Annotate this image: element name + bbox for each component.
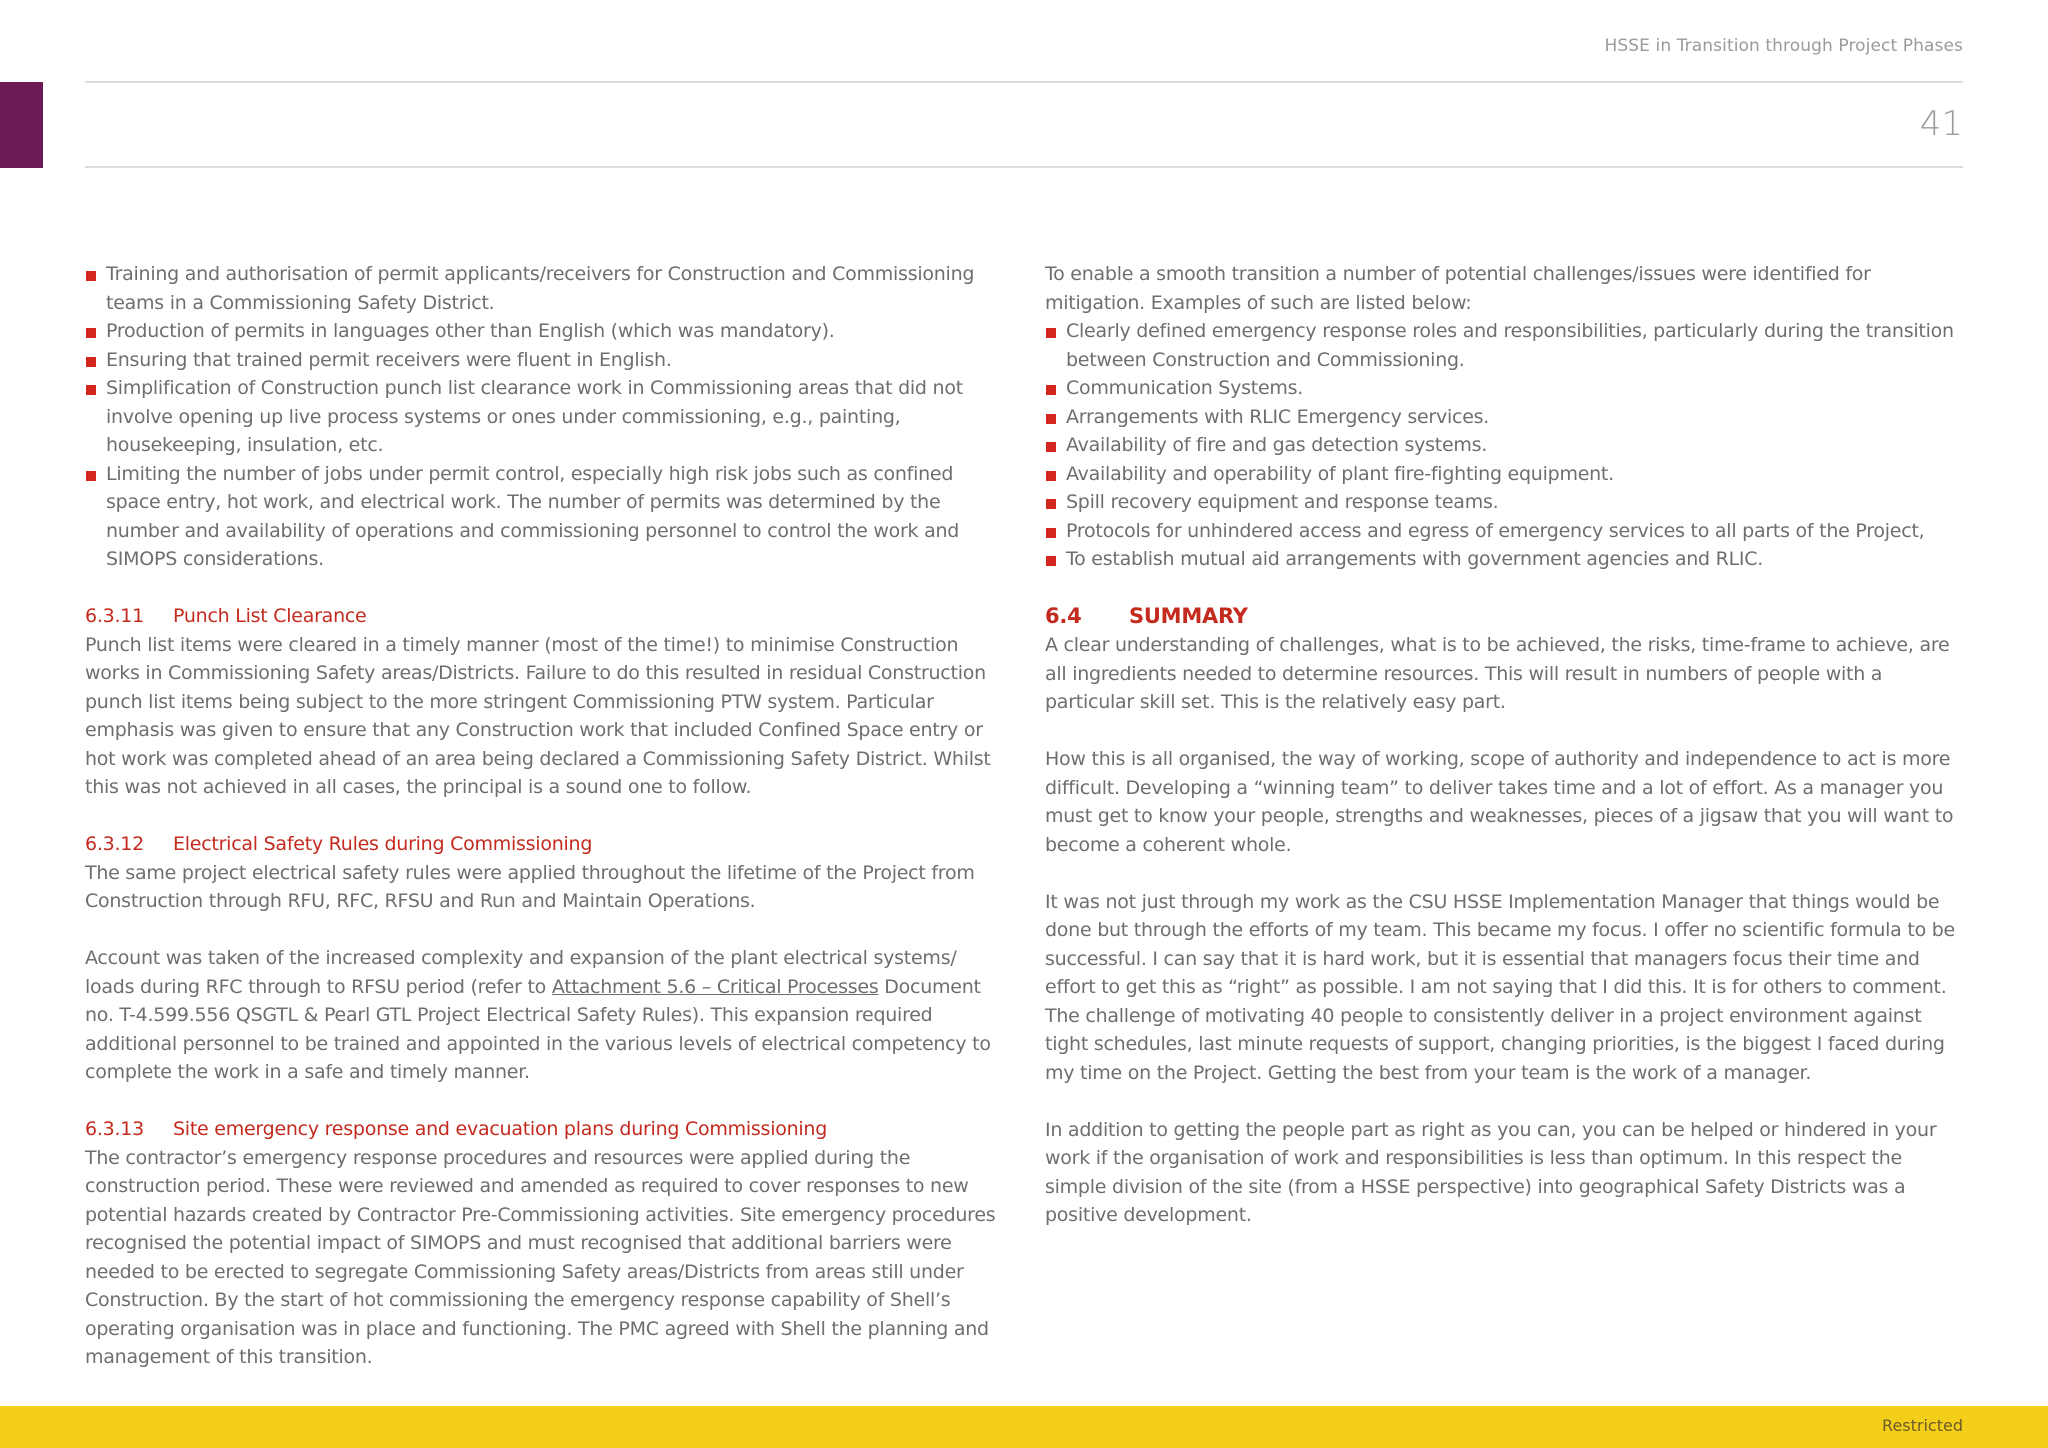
list-item: Clearly defined emergency response roles and responsibilities, particularly during the transition between Construction and Commissioning. (1045, 317, 1965, 374)
section-title: Punch List Clearance (173, 605, 367, 627)
left-column (85, 260, 1005, 1372)
paragraph-summary-1: A clear understanding of challenges, what is to be achieved, the risks, time-frame to achieve, are all ingredients needed to determine resources. This will result in numbers of people with a particular skill set. This is the relatively easy part. (1045, 634, 1950, 713)
list-item: Ensuring that trained permit receivers were fluent in English. (85, 346, 1005, 375)
classification-label: Restricted (1882, 1416, 1963, 1435)
list-item: Training and authorisation of permit applicants/receivers for Construction and Commissioning teams in a Commissioning Safety District. (85, 260, 1005, 317)
section-number: 6.3.11 (85, 605, 144, 627)
heading-6-3-12 (85, 830, 1005, 859)
attachment-link[interactable]: Attachment 5.6 – Critical Processes (551, 975, 879, 998)
paragraph-electrical-expansion (85, 944, 1005, 1087)
running-header-title: HSSE in Transition through Project Phases (1604, 36, 1963, 56)
section-tab-marker (0, 82, 43, 168)
challenges-bullet-list (1045, 317, 1965, 574)
paragraph-punch-list: Punch list items were cleared in a timely manner (most of the time!) to minimise Construction works in Commissioning Safety areas/Districts. Failure to do this resulted in residual Construction punch list items being subject to the more stringent Commissioning PTW system. Particular emphasis was given to ensure that any Construction work that included Confined Space entry or hot work was completed ahead of an area being declared a Commissioning Safety District. Whilst this was not achieved in all cases, the principal is a sound one to follow. (85, 633, 991, 798)
list-item: Arrangements with RLIC Emergency services. (1045, 403, 1965, 432)
heading-6-4-summary (1045, 602, 1965, 631)
list-item: Spill recovery equipment and response teams. (1045, 488, 1965, 517)
page-number: 41 (1919, 104, 1963, 144)
list-item: Communication Systems. (1045, 374, 1965, 403)
section-number: 6.4 (1045, 604, 1082, 628)
list-item: To establish mutual aid arrangements with government agencies and RLIC. (1045, 545, 1965, 574)
section-number: 6.3.12 (85, 833, 144, 855)
section-title: Site emergency response and evacuation plans during Commissioning (173, 1118, 828, 1140)
list-item: Simplification of Construction punch list clearance work in Commissioning areas that did not involve opening up live process systems or ones under commissioning, e.g., painting, housekeeping, insulation, etc. (85, 374, 1005, 460)
list-item: Availability of fire and gas detection systems. (1045, 431, 1965, 460)
section-title: SUMMARY (1129, 604, 1248, 628)
list-item: Protocols for unhindered access and egress of emergency services to all parts of the Project, (1045, 517, 1965, 546)
permit-bullet-list (85, 260, 1005, 574)
list-item: Production of permits in languages other than English (which was mandatory). (85, 317, 1005, 346)
header-rule-top (85, 81, 1963, 83)
right-column (1045, 260, 1965, 1230)
text-run: Document no. T-4.599.556 QSGTL & Pearl GTL Project Electrical Safety Rules). This expansion required additional personnel to be trained and appointed in the various levels of electrical competency to complete the work in a safe and timely manner. (85, 975, 991, 1083)
list-item: Availability and operability of plant fire-fighting equipment. (1045, 460, 1965, 489)
list-item: Limiting the number of jobs under permit control, especially high risk jobs such as confined space entry, hot work, and electrical work. The number of permits was determined by the number and availability of operations and commissioning personnel to control the work and SIMOPS considerations. (85, 460, 1005, 574)
text-run: Account was taken of the increased complexity and expansion of the plant electrical systems/ loads during RFC through to RFSU period (refer to (85, 947, 957, 998)
paragraph-emergency-response: The contractor’s emergency response procedures and resources were applied during the construction period. These were reviewed and amended as required to cover responses to new potential hazards created by Contractor Pre-Commissioning activities. Site emergency procedures recognised the potential impact of SIMOPS and must recognised that additional barriers were needed to be erected to segregate Commissioning Safety areas/Districts from areas still under Construction. By the start of hot commissioning the emergency response capability of Shell’s operating organisation was in place and functioning. The PMC agreed with Shell the planning and management of this transition. (85, 1146, 996, 1368)
paragraph-transition-intro: To enable a smooth transition a number of potential challenges/issues were identified for mitigation. Examples of such are listed below: (1045, 263, 1871, 314)
heading-6-3-13 (85, 1115, 1005, 1144)
section-title: Electrical Safety Rules during Commissioning (173, 833, 593, 855)
header-rule-bottom (85, 166, 1963, 168)
paragraph-summary-4: In addition to getting the people part as right as you can, you can be helped or hindered in your work if the organisation of work and responsibilities is less than optimum. In this respect the simple division of the site (from a HSSE perspective) into geographical Safety Districts was a positive development. (1045, 1118, 1937, 1226)
section-number: 6.3.13 (85, 1118, 144, 1140)
paragraph-electrical-rules: The same project electrical safety rules were applied throughout the lifetime of the Project from Construction through RFU, RFC, RFSU and Run and Maintain Operations. (85, 861, 975, 912)
paragraph-summary-3: It was not just through my work as the CSU HSSE Implementation Manager that things would be done but through the efforts of my team. This became my focus. I offer no scientific formula to be successful. I can say that it is hard work, but it is essential that managers focus their time and effort to get this as “right” as possible. I am not saying that I did this. It is for others to comment. The challenge of motivating 40 people to consistently deliver in a project environment against tight schedules, last minute requests of support, changing priorities, is the biggest I faced during my time on the Project. Getting the best from your team is the work of a manager. (1045, 890, 1955, 1084)
footer-bar (0, 1406, 2048, 1448)
paragraph-summary-2: How this is all organised, the way of working, scope of authority and independence to act is more difficult. Developing a “winning team” to deliver takes time and a lot of effort. As a manager you must get to know your people, strengths and weaknesses, pieces of a jigsaw that you will want to become a coherent whole. (1045, 748, 1954, 856)
heading-6-3-11 (85, 602, 1005, 631)
